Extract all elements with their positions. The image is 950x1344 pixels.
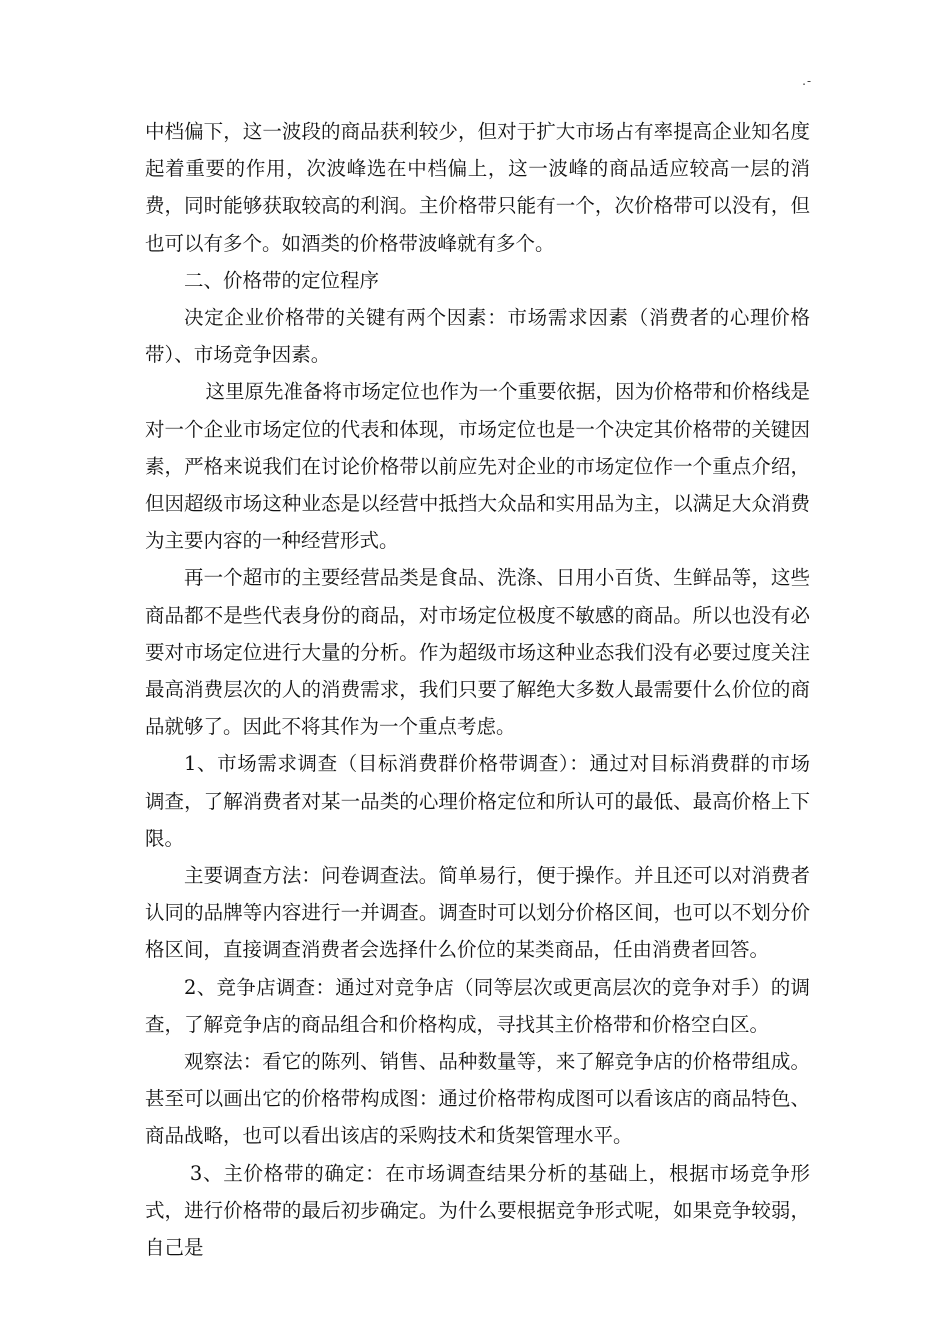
paragraph-main-price-band: 3、主价格带的确定：在市场调查结果分析的基础上，根据市场竞争形式，进行价格带的最后初步确定。为什么要根据竞争形式呢，如果竞争较弱，自己是 <box>145 1161 810 1260</box>
paragraph-market-positioning: 这里原先准备将市场定位也作为一个重要依据，因为价格带和价格线是对一个企业市场定位的代表和体现，市场定位也是一个决定其价格带的关键因素，严格来说我们在讨论价格带以前应先对企业的市场定位作一个重点介绍，但因超级市场这种业态是以经营中抵挡大众品和实用品为主，以满足大众消费为主要内容的一种经营形式。 <box>145 380 810 553</box>
paragraph-key-factors: 决定企业价格带的关键有两个因素：市场需求因素（消费者的心理价格带）、市场竞争因素。 <box>145 306 810 367</box>
paragraph-supermarket-categories: 再一个超市的主要经营品类是食品、洗涤、日用小百货、生鲜品等，这些商品都不是些代表身份的商品，对市场定位极度不敏感的商品。所以也没有必要对市场定位进行大量的分析。作为超级市场这种业态我们没有必要过度关注最高消费层次的人的消费需求，我们只要了解绝大多数人最需要什么价位的商品就够了。因此不将其作为一个重点考虑。 <box>145 566 810 739</box>
section-heading-positioning-procedure: 二、价格带的定位程序 <box>184 268 380 292</box>
page-header-mark: .- <box>802 74 812 88</box>
document-body <box>145 113 810 1266</box>
paragraph-survey-method: 主要调查方法：问卷调查法。简单易行，便于操作。并且还可以对消费者认同的品牌等内容进行一并调查。调查时可以划分价格区间，也可以不划分价格区间，直接调查消费者会选择什么价位的某类商品，任由消费者回答。 <box>145 864 810 962</box>
paragraph-price-band-peaks: 中档偏下，这一波段的商品获利较少，但对于扩大市场占有率提高企业知名度起着重要的作用，次波峰选在中档偏上，这一波峰的商品适应较高一层的消费，同时能够获取较高的利润。主价格带只能有一个，次价格带可以没有，但也可以有多个。如酒类的价格带波峰就有多个。 <box>145 120 810 255</box>
paragraph-competitor-survey: 2、竞争店调查：通过对竞争店（同等层次或更高层次的竞争对手）的调查，了解竞争店的商品组合和价格构成，寻找其主价格带和价格空白区。 <box>145 975 810 1036</box>
paragraph-observation-method: 观察法：看它的陈列、销售、品种数量等，来了解竞争店的价格带组成。甚至可以画出它的价格带构成图：通过价格带构成图可以看该店的商品特色、商品战略，也可以看出该店的采购技术和货架管理水平。 <box>145 1050 810 1148</box>
paragraph-market-demand-survey: 1、市场需求调查（目标消费群价格带调查）：通过对目标消费群的市场调查，了解消费者对某一品类的心理价格定位和所认可的最低、最高价格上下限。 <box>145 752 810 850</box>
